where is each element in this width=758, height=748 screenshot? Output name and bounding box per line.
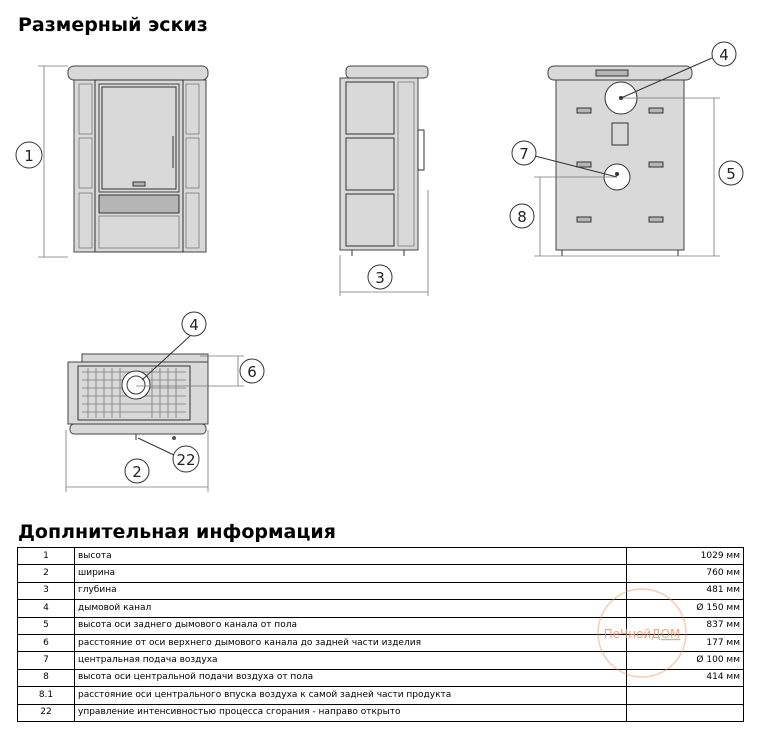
rear-view (510, 42, 743, 256)
row-number: 4 (18, 600, 75, 617)
row-value: Ø 100 мм (627, 652, 744, 669)
table-row (18, 652, 744, 669)
table-row (18, 548, 744, 565)
callout-2-label: 2 (132, 463, 142, 481)
row-number: 8 (18, 669, 75, 686)
callout-7-label: 7 (519, 145, 529, 163)
row-description: управление интенсивностью процесса сгорания - направо открыто (75, 704, 627, 721)
row-description: высота оси заднего дымового канала от пола (75, 617, 627, 634)
row-description: высота оси центральной подачи воздуха от пола (75, 669, 627, 686)
row-value: Ø 150 мм (627, 600, 744, 617)
row-number: 22 (18, 704, 75, 721)
callout-6-label: 6 (247, 363, 257, 381)
row-number: 1 (18, 548, 75, 565)
row-description: расстояние от оси верхнего дымового канала до задней части изделия (75, 634, 627, 651)
table-row (18, 600, 744, 617)
row-value (627, 687, 744, 704)
row-description: высота (75, 548, 627, 565)
row-number: 8.1 (18, 687, 75, 704)
additional-info-table (17, 547, 744, 722)
row-number: 5 (18, 617, 75, 634)
callout-22-label: 22 (176, 451, 196, 469)
side-view (340, 66, 428, 296)
sketch-heading: Размерный эскиз (18, 14, 208, 36)
row-description: центральная подача воздуха (75, 652, 627, 669)
callout-4-top-label: 4 (189, 316, 199, 334)
table-row (18, 704, 744, 721)
table-row (18, 582, 744, 599)
table-row (18, 565, 744, 582)
row-value: 481 мм (627, 582, 744, 599)
row-value: 837 мм (627, 617, 744, 634)
table-row (18, 617, 744, 634)
row-description: ширина (75, 565, 627, 582)
table-row (18, 687, 744, 704)
callout-3-label: 3 (375, 269, 385, 287)
table-row (18, 669, 744, 686)
svg-text:ПеЧнойДОМ: ПеЧнойДОМ (603, 627, 681, 641)
row-number: 7 (18, 652, 75, 669)
additional-info-heading: Доплнительная информация (18, 521, 336, 543)
table-row (18, 634, 744, 651)
row-description: дымовой канал (75, 600, 627, 617)
row-description: глубина (75, 582, 627, 599)
row-value: 1029 мм (627, 548, 744, 565)
row-number: 3 (18, 582, 75, 599)
row-value: 760 мм (627, 565, 744, 582)
callout-5-label: 5 (726, 165, 736, 183)
row-description: расстояние оси центрального впуска воздуха к самой задней части продукта (75, 687, 627, 704)
front-view (16, 66, 208, 257)
callout-8-label: 8 (517, 208, 527, 226)
callout-1-label: 1 (24, 147, 34, 165)
row-value: 177 мм (627, 634, 744, 651)
row-number: 2 (18, 565, 75, 582)
row-value: 414 мм (627, 669, 744, 686)
row-number: 6 (18, 634, 75, 651)
row-value (627, 704, 744, 721)
top-view (66, 312, 264, 492)
callout-4-rear-label: 4 (719, 46, 729, 64)
